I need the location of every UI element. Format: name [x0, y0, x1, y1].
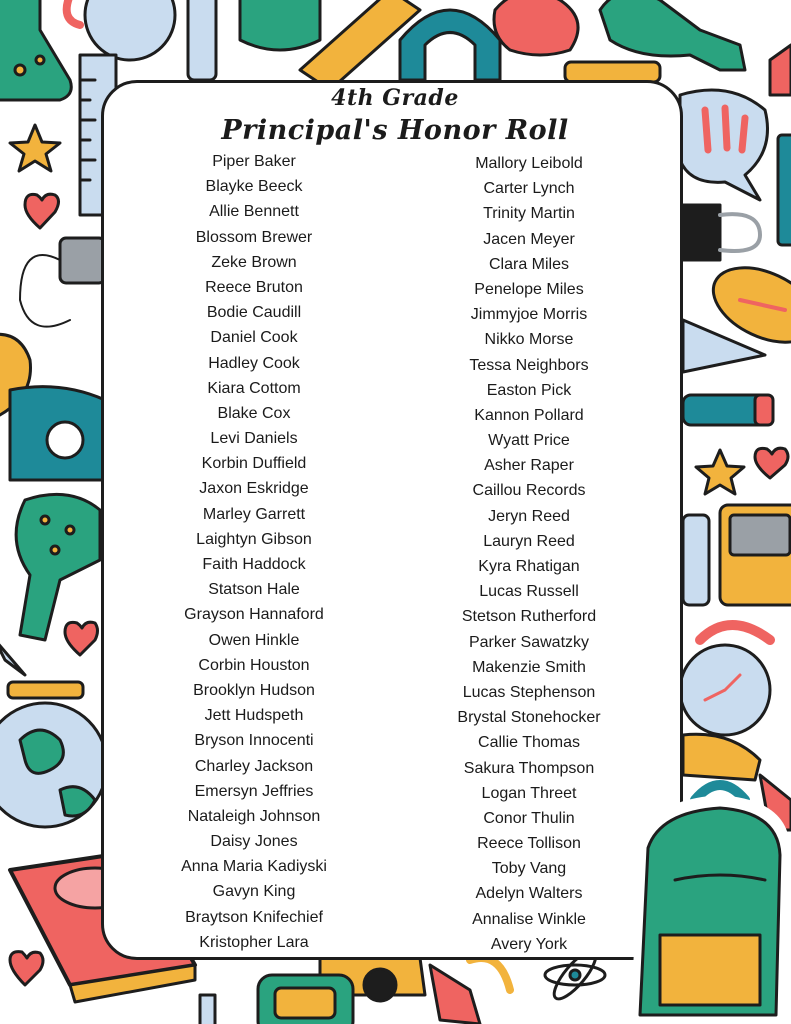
list-item: Makenzie Smith — [472, 658, 586, 676]
list-item: Hadley Cook — [208, 354, 300, 372]
list-item: Nikko Morse — [484, 331, 574, 349]
list-item: Stetson Rutherford — [461, 608, 597, 626]
list-item: Anna Maria Kadiyski — [181, 858, 327, 876]
marker-icon — [683, 395, 773, 425]
list-item: Jimmyjoe Morris — [470, 306, 588, 324]
list-item: Bryson Innocenti — [194, 732, 314, 750]
list-item: Lucas Russell — [479, 583, 579, 601]
list-item: Parker Sawatzky — [468, 633, 590, 651]
list-item: Avery York — [490, 935, 568, 953]
list-item: Emersyn Jeffries — [194, 782, 314, 800]
list-item: Clara Miles — [488, 255, 569, 273]
list-item: Callie Thomas — [478, 734, 580, 752]
list-item: Blayke Beeck — [205, 178, 303, 196]
list-item: Wyatt Price — [488, 432, 570, 450]
list-item: Daisy Jones — [210, 833, 298, 851]
list-item: Carter Lynch — [483, 180, 575, 198]
list-item: Blake Cox — [217, 404, 291, 422]
list-item: Lauryn Reed — [483, 532, 575, 550]
globe-icon — [0, 682, 107, 827]
flask-icon — [600, 0, 745, 70]
list-item: Owen Hinkle — [208, 631, 300, 649]
calculator-icon — [258, 975, 353, 1024]
honor-roll-card — [101, 80, 683, 960]
flask-icon — [0, 0, 71, 100]
list-item: Piper Baker — [212, 153, 296, 170]
list-item: Gavyn King — [212, 883, 296, 901]
star-icon — [10, 125, 60, 171]
headphones-icon — [20, 238, 105, 327]
list-item: Jett Hudspeth — [204, 707, 304, 725]
list-item: Lucas Stephenson — [462, 683, 596, 701]
grade-heading: 4th Grade — [331, 85, 459, 111]
list-item: Laightyn Gibson — [196, 530, 312, 548]
list-item: Bodie Caudill — [206, 304, 302, 322]
list-item: Blossom Brewer — [195, 228, 313, 246]
list-item: Daniel Cook — [210, 329, 298, 347]
pencil-icon — [188, 0, 216, 80]
binder-clip-icon — [683, 205, 760, 260]
list-item: Brooklyn Hudson — [193, 681, 315, 699]
protractor-icon — [10, 387, 105, 480]
list-item: Kiara Cottom — [207, 379, 301, 397]
list-item: Toby Vang — [491, 860, 567, 878]
heart-icon — [25, 194, 59, 228]
scissors-icon — [683, 515, 709, 605]
list-item: Faith Haddock — [202, 556, 306, 573]
speech-bubble-icon — [680, 90, 768, 200]
list-item: Penelope Miles — [474, 280, 584, 298]
magnet-icon — [240, 0, 320, 50]
list-item: Kannon Pollard — [474, 406, 584, 424]
list-item: Charley Jackson — [194, 757, 314, 775]
list-item: Logan Threet — [481, 784, 577, 802]
alarm-clock-icon — [680, 625, 770, 735]
student-list-left — [134, 149, 374, 955]
page-title: Principal's Honor Roll — [221, 115, 569, 146]
list-item: Brystal Stonehocker — [457, 709, 601, 727]
list-item: Tessa Neighbors — [469, 356, 589, 374]
list-item: Kristopher Lara — [199, 933, 309, 951]
magnet-icon — [400, 10, 500, 80]
list-item: Jacen Meyer — [483, 230, 575, 248]
list-item: Trinity Martin — [483, 205, 575, 223]
list-item: Levi Daniels — [210, 430, 298, 448]
list-item: Korbin Duffield — [201, 455, 307, 473]
list-item: Conor Thulin — [483, 809, 575, 827]
flask-icon — [16, 494, 100, 640]
list-item: Nataleigh Johnson — [187, 807, 321, 825]
list-item: Braytson Knifechief — [185, 908, 323, 926]
calculator-icon — [720, 505, 791, 605]
list-item: Adelyn Walters — [475, 885, 583, 903]
list-item: Easton Pick — [486, 381, 572, 399]
list-item: Reece Tollison — [477, 835, 581, 853]
apple-icon — [494, 0, 578, 55]
marker-icon — [565, 62, 660, 82]
list-item: Statson Hale — [208, 581, 300, 599]
list-item: Caillou Records — [472, 482, 586, 500]
list-item: Mallory Leibold — [475, 155, 583, 172]
list-item: Kyra Rhatigan — [478, 558, 580, 575]
list-item: Grayson Hannaford — [184, 606, 324, 624]
list-item: Reece Bruton — [205, 278, 303, 296]
list-item: Jaxon Eskridge — [199, 480, 309, 498]
list-item: Zeke Brown — [211, 253, 297, 271]
list-item: Marley Garrett — [202, 505, 306, 523]
student-list-right — [409, 151, 649, 957]
list-item: Asher Raper — [484, 457, 574, 475]
list-item: Sakura Thompson — [463, 759, 595, 777]
list-item: Jeryn Reed — [488, 507, 570, 525]
list-item: Corbin Houston — [198, 656, 310, 674]
list-item: Annalise Winkle — [472, 910, 586, 928]
alarm-clock-icon — [67, 0, 175, 60]
list-item: Allie Bennett — [209, 203, 299, 221]
